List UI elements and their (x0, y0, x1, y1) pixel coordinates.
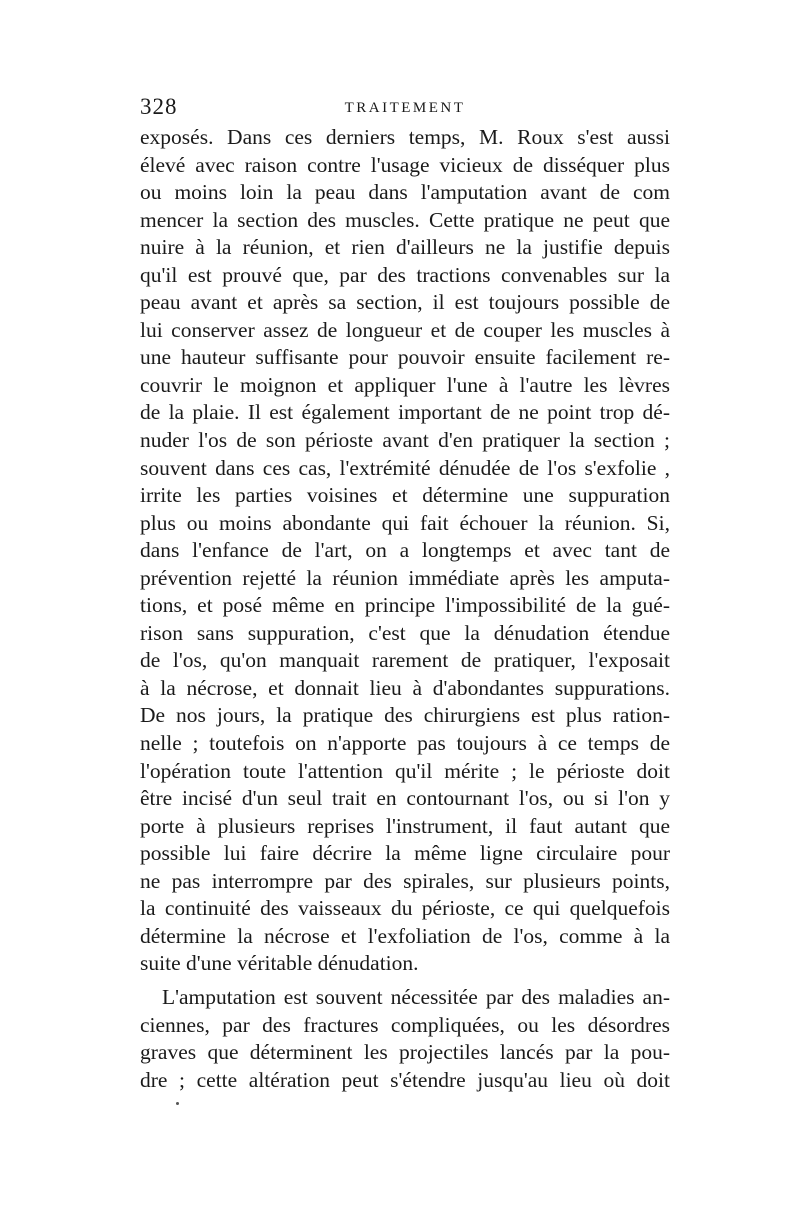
paragraph-2 (140, 984, 670, 1094)
paragraph-1 (140, 124, 670, 978)
text-line: détermine la nécrose et l'exfoliation de l'os, comme à la (140, 923, 670, 948)
text-line: la continuité des vaisseaux du périoste, ce qui quelquefois (140, 896, 670, 921)
text-line: l'opération toute l'attention qu'il mérite ; le périoste doit (140, 758, 670, 783)
text-line: possible lui faire décrire la même ligne circulaire pour (140, 841, 670, 866)
text-line: ne pas interrompre par des spirales, sur plusieurs points, (140, 868, 670, 893)
page-header (140, 94, 670, 124)
text-line: qu'il est prouvé que, par des tractions convenables sur la (140, 262, 670, 287)
text-line: suite d'une véritable dénudation. (140, 951, 419, 976)
text-line: ciennes, par des fractures compliquées, ou les désordres (140, 1012, 670, 1037)
text-line: rison sans suppuration, c'est que la dénudation étendue (140, 620, 670, 645)
page-number: 328 (140, 94, 178, 119)
body-text (140, 124, 670, 1094)
text-line: nuire à la réunion, et rien d'ailleurs ne la justifie depuis (140, 235, 670, 260)
text-line: couvrir le moignon et appliquer l'une à l'autre les lèvres (140, 372, 670, 397)
text-line: irrite les parties voisines et détermine une suppuration (140, 483, 670, 508)
text-line: ou moins loin la peau dans l'amputation avant de com (140, 180, 670, 205)
text-line: de la plaie. Il est également important de ne point trop dé- (140, 400, 670, 425)
running-title: TRAITEMENT (344, 100, 466, 116)
text-line: plus ou moins abondante qui fait échouer la réunion. Si, (140, 510, 670, 535)
text-line: De nos jours, la pratique des chirurgiens est plus ration- (140, 703, 670, 728)
text-line: élevé avec raison contre l'usage vicieux de disséquer plus (140, 152, 670, 177)
text-line: prévention rejetté la réunion immédiate après les amputa- (140, 565, 670, 590)
text-line: nelle ; toutefois on n'apporte pas toujours à ce temps de (140, 731, 670, 756)
text-line: mencer la section des muscles. Cette pratique ne peut que (140, 207, 670, 232)
text-line: tions, et posé même en principe l'impossibilité de la gué- (140, 593, 670, 618)
text-line: graves que déterminent les projectiles lancés par la pou- (140, 1040, 670, 1065)
text-line: porte à plusieurs reprises l'instrument, il faut autant que (140, 813, 670, 838)
text-line: une hauteur suffisante pour pouvoir ensuite facilement re- (140, 345, 670, 370)
text-line: lui conserver assez de longueur et de couper les muscles à (140, 317, 670, 342)
text-line: dre ; cette altération peut s'étendre jusqu'au lieu où doit (140, 1067, 670, 1092)
text-line: peau avant et après sa section, il est toujours possible de (140, 290, 670, 315)
text-line: à la nécrose, et donnait lieu à d'abondantes suppurations. (140, 675, 670, 700)
text-line: nuder l'os de son périoste avant d'en pratiquer la section ; (140, 428, 670, 453)
ink-speck (176, 1102, 179, 1105)
text-line: de l'os, qu'on manquait rarement de pratiquer, l'exposait (140, 648, 670, 673)
text-line: L'amputation est souvent nécessitée par des maladies an- (162, 984, 670, 1009)
text-line: être incisé d'un seul trait en contournant l'os, ou si l'on y (140, 786, 670, 811)
text-line: dans l'enfance de l'art, on a longtemps et avec tant de (140, 538, 670, 563)
text-line: exposés. Dans ces derniers temps, M. Roux s'est aussi (140, 125, 670, 149)
text-line: souvent dans ces cas, l'extrémité dénudée de l'os s'exfolie , (140, 455, 670, 480)
